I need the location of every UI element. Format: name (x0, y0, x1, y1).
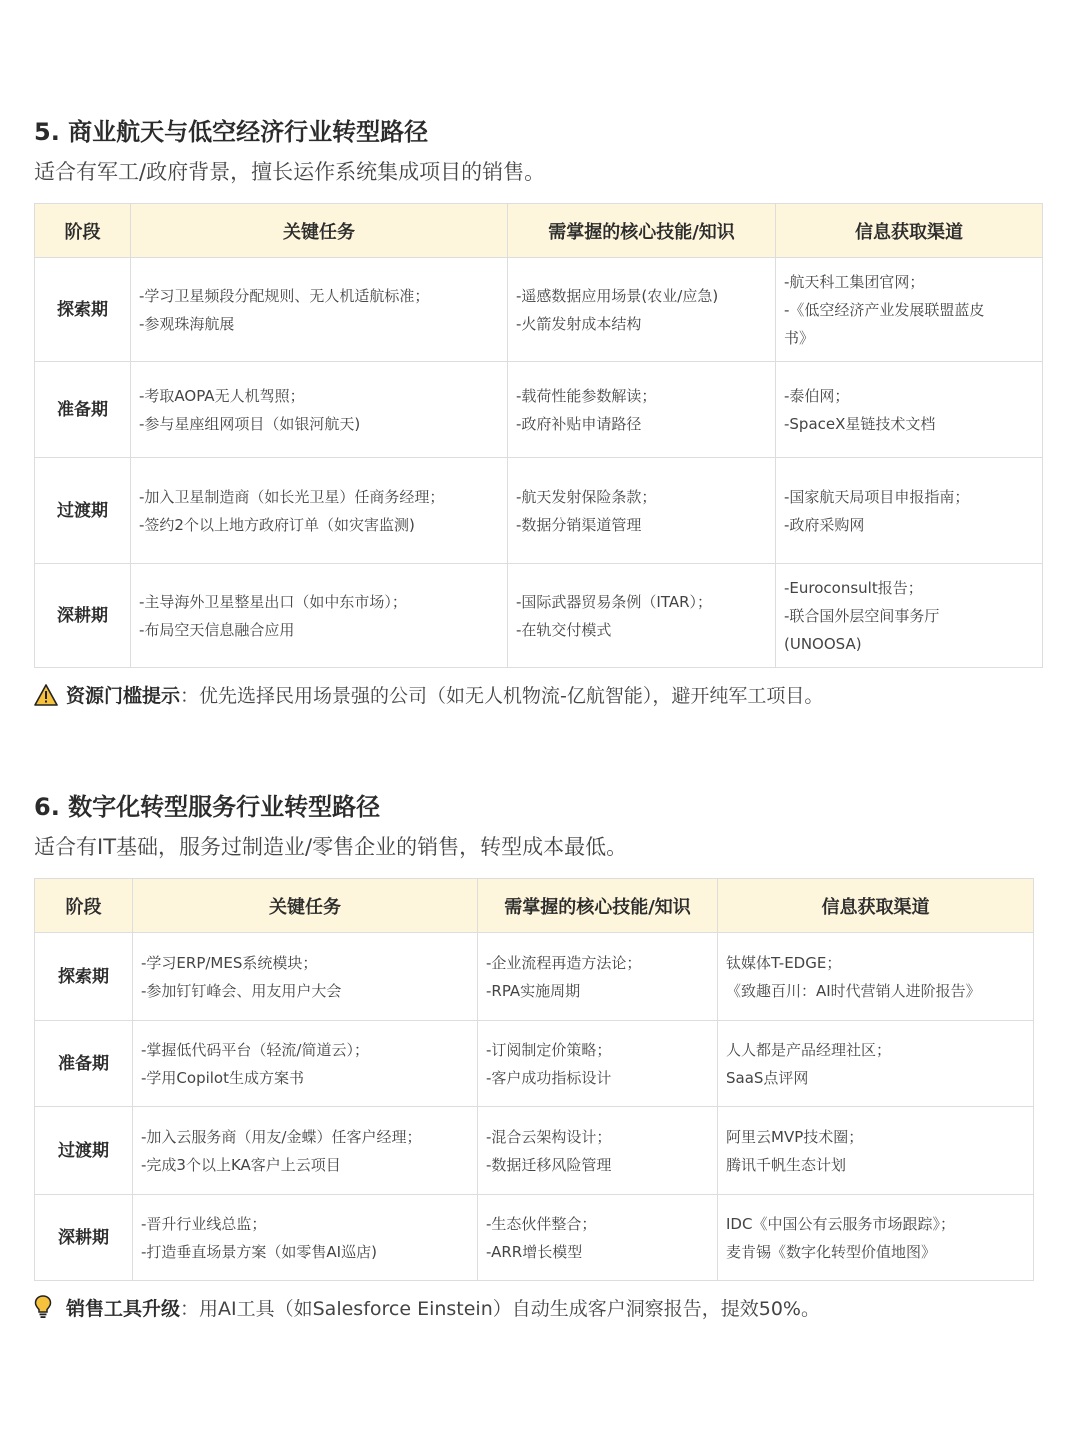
section-title: 5. 商业航天与低空经济行业转型路径 (34, 118, 429, 146)
note-label: 资源门槛提示 (66, 685, 181, 707)
stage-cell: 准备期 (35, 1021, 133, 1107)
table-row (35, 564, 1043, 668)
channels-cell (776, 258, 1043, 362)
tasks-line: -学用Copilot生成方案书 (141, 1068, 304, 1087)
table-row (35, 258, 1043, 362)
skills-line: -国际武器贸易条例（ITAR）； (516, 592, 713, 611)
channels-cell (718, 1021, 1034, 1107)
header-channels: 信息获取渠道 (718, 879, 1034, 933)
tasks-cell (131, 258, 508, 362)
tasks-line: -加入云服务商（用友/金蝶）任客户经理； (141, 1127, 422, 1146)
path-table (34, 203, 1043, 668)
header-tasks: 关键任务 (133, 879, 478, 933)
tasks-line: -主导海外卫星整星出口（如中东市场）； (139, 592, 407, 611)
channels-line: IDC《中国公有云服务市场跟踪》； (726, 1214, 955, 1233)
channels-cell (776, 362, 1043, 458)
skills-line: -订阅制定价策略； (486, 1040, 612, 1059)
tasks-cell (133, 933, 478, 1021)
skills-line: -在轨交付模式 (516, 620, 612, 639)
channels-cell (718, 1107, 1034, 1195)
tasks-cell (131, 564, 508, 668)
skills-cell (508, 258, 776, 362)
skills-line: -客户成功指标设计 (486, 1068, 612, 1087)
stage-cell: 过渡期 (35, 1107, 133, 1195)
skills-cell (478, 1107, 718, 1195)
tasks-line: -晋升行业线总监； (141, 1214, 267, 1233)
stage-cell: 准备期 (35, 362, 131, 458)
tasks-line: -学习卫星频段分配规则、无人机适航标准； (139, 286, 430, 305)
skills-line: -政府补贴申请路径 (516, 414, 642, 433)
tasks-cell (133, 1021, 478, 1107)
tasks-line: -签约2个以上地方政府订单（如灾害监测) (139, 515, 415, 534)
section-subtitle: 适合有军工/政府背景，擅长运作系统集成项目的销售。 (34, 160, 546, 184)
skills-line: -ARR增长模型 (486, 1242, 583, 1261)
note-text: ：用AI工具（如Salesforce Einstein）自动生成客户洞察报告，提效50%。 (180, 1298, 820, 1320)
skills-cell (508, 458, 776, 564)
table-header-row (35, 204, 1043, 258)
skills-line: -企业流程再造方法论； (486, 953, 642, 972)
tasks-cell (133, 1195, 478, 1281)
note-text: ：优先选择民用场景强的公司（如无人机物流-亿航智能），避开纯军工项目。 (180, 685, 824, 707)
skills-line: -航天发射保险条款； (516, 487, 657, 506)
tasks-line: -参加钉钉峰会、用友用户大会 (141, 981, 342, 1000)
header-channels: 信息获取渠道 (776, 204, 1043, 258)
channels-line: 阿里云MVP技术圈； (726, 1127, 864, 1146)
skills-cell (508, 564, 776, 668)
header-stage: 阶段 (35, 204, 131, 258)
note-label: 销售工具升级 (66, 1298, 181, 1320)
tasks-line: -考取AOPA无人机驾照； (139, 386, 305, 405)
tasks-line: -参与星座组网项目（如银河航天) (139, 414, 361, 433)
table-header-row (35, 879, 1034, 933)
skills-line: -数据分销渠道管理 (516, 515, 642, 534)
channels-cell (718, 1195, 1034, 1281)
channels-cell (776, 564, 1043, 668)
warning-icon (34, 684, 60, 714)
tasks-line: -加入卫星制造商（如长光卫星）任商务经理； (139, 487, 445, 506)
tasks-cell (133, 1107, 478, 1195)
resource-threshold-note (34, 682, 1042, 714)
skills-cell (508, 362, 776, 458)
channels-line: 人人都是产品经理社区； (726, 1040, 892, 1059)
skills-line: -RPA实施周期 (486, 981, 581, 1000)
table-row (35, 1107, 1034, 1195)
path-table (34, 878, 1034, 1281)
tasks-line: -布局空天信息融合应用 (139, 620, 295, 639)
header-skills: 需掌握的核心技能/知识 (478, 879, 718, 933)
channels-line: 钛媒体T-EDGE； (726, 953, 842, 972)
skills-cell (478, 933, 718, 1021)
header-skills: 需掌握的核心技能/知识 (508, 204, 776, 258)
channels-line: -联合国外层空间事务厅 (784, 606, 940, 625)
channels-line: SaaS点评网 (726, 1068, 809, 1087)
tasks-cell (131, 362, 508, 458)
sales-tool-note (34, 1295, 1033, 1327)
tasks-line: -掌握低代码平台（轻流/简道云）； (141, 1040, 369, 1059)
table-row (35, 933, 1034, 1021)
channels-line: 麦肯锡《数字化转型价值地图》 (726, 1242, 937, 1261)
skills-line: -遥感数据应用场景(农业/应急) (516, 286, 719, 305)
section-subtitle: 适合有IT基础，服务过制造业/零售企业的销售，转型成本最低。 (34, 835, 628, 859)
channels-line: -政府采购网 (784, 515, 865, 534)
tasks-line: -学习ERP/MES系统模块； (141, 953, 318, 972)
skills-cell (478, 1021, 718, 1107)
channels-line: -Euroconsult报告； (784, 578, 923, 597)
stage-cell: 探索期 (35, 933, 133, 1021)
table-row (35, 362, 1043, 458)
skills-cell (478, 1195, 718, 1281)
tasks-line: -参观珠海航展 (139, 314, 235, 333)
channels-line: -《低空经济产业发展联盟蓝皮 (784, 300, 985, 319)
skills-line: -生态伙伴整合； (486, 1214, 597, 1233)
tasks-cell (131, 458, 508, 564)
channels-line: -泰伯网； (784, 386, 850, 405)
channels-cell (718, 933, 1034, 1021)
channels-line: 书》 (784, 328, 815, 347)
section-title: 6. 数字化转型服务行业转型路径 (34, 793, 381, 821)
table-row (35, 1195, 1034, 1281)
tasks-line: -打造垂直场景方案（如零售AI巡店) (141, 1242, 377, 1261)
section-6 (34, 790, 1033, 1327)
skills-line: -载荷性能参数解读； (516, 386, 657, 405)
skills-line: -混合云架构设计； (486, 1127, 612, 1146)
channels-line: 《致趣百川：AI时代营销人进阶报告》 (726, 981, 981, 1000)
skills-line: -数据迁移风险管理 (486, 1155, 612, 1174)
table-row (35, 1021, 1034, 1107)
stage-cell: 探索期 (35, 258, 131, 362)
header-tasks: 关键任务 (131, 204, 508, 258)
section-5 (34, 115, 1042, 714)
stage-cell: 深耕期 (35, 1195, 133, 1281)
channels-line: 腾讯千帆生态计划 (726, 1155, 847, 1174)
channels-line: -航天科工集团官网； (784, 272, 925, 291)
channels-line: -国家航天局项目申报指南； (784, 487, 970, 506)
channels-cell (776, 458, 1043, 564)
channels-line: -SpaceX星链技术文档 (784, 414, 936, 433)
stage-cell: 深耕期 (35, 564, 131, 668)
lightbulb-icon (34, 1295, 60, 1327)
channels-line: (UNOOSA) (784, 634, 862, 653)
stage-cell: 过渡期 (35, 458, 131, 564)
table-row (35, 458, 1043, 564)
header-stage: 阶段 (35, 879, 133, 933)
tasks-line: -完成3个以上KA客户上云项目 (141, 1155, 341, 1174)
skills-line: -火箭发射成本结构 (516, 314, 642, 333)
